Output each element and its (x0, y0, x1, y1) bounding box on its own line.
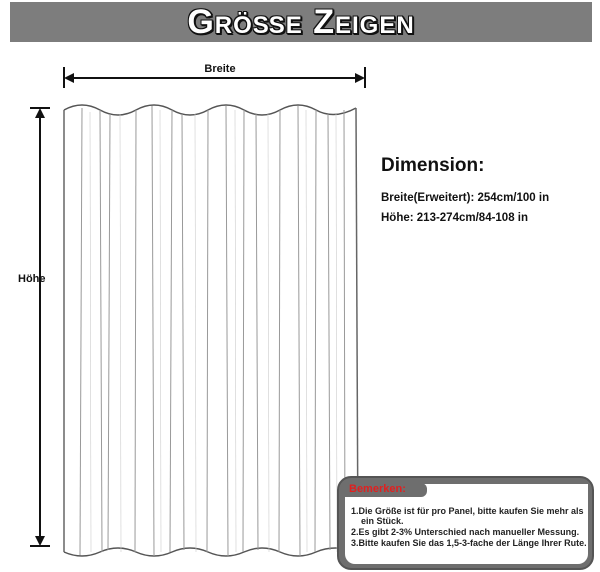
page-title: Größe Zeigen (187, 2, 415, 41)
note-item: 2.Es gibt 2-3% Unterschied nach manueller Messung. (351, 527, 580, 537)
notes-list (351, 506, 589, 549)
dimension-width: Breite(Erweitert): 254cm/100 in (381, 192, 550, 204)
dimension-height: Höhe: 213-274cm/84-108 in (381, 212, 529, 224)
notes-title: Bemerken: (349, 483, 406, 495)
notes-box (337, 476, 594, 570)
width-label: Breite (204, 63, 236, 75)
curtain-illustration (60, 100, 360, 562)
note-item: 3.Bitte kaufen Sie das 1,5-3-fache der Länge Ihrer Rute. (351, 538, 587, 548)
height-label: Höhe (18, 273, 46, 285)
height-arrow (30, 108, 50, 546)
dimension-title: Dimension: (381, 155, 485, 176)
note-item: 1.Die Größe ist für pro Panel, bitte kaufen Sie mehr als ein Stück. (351, 506, 584, 526)
